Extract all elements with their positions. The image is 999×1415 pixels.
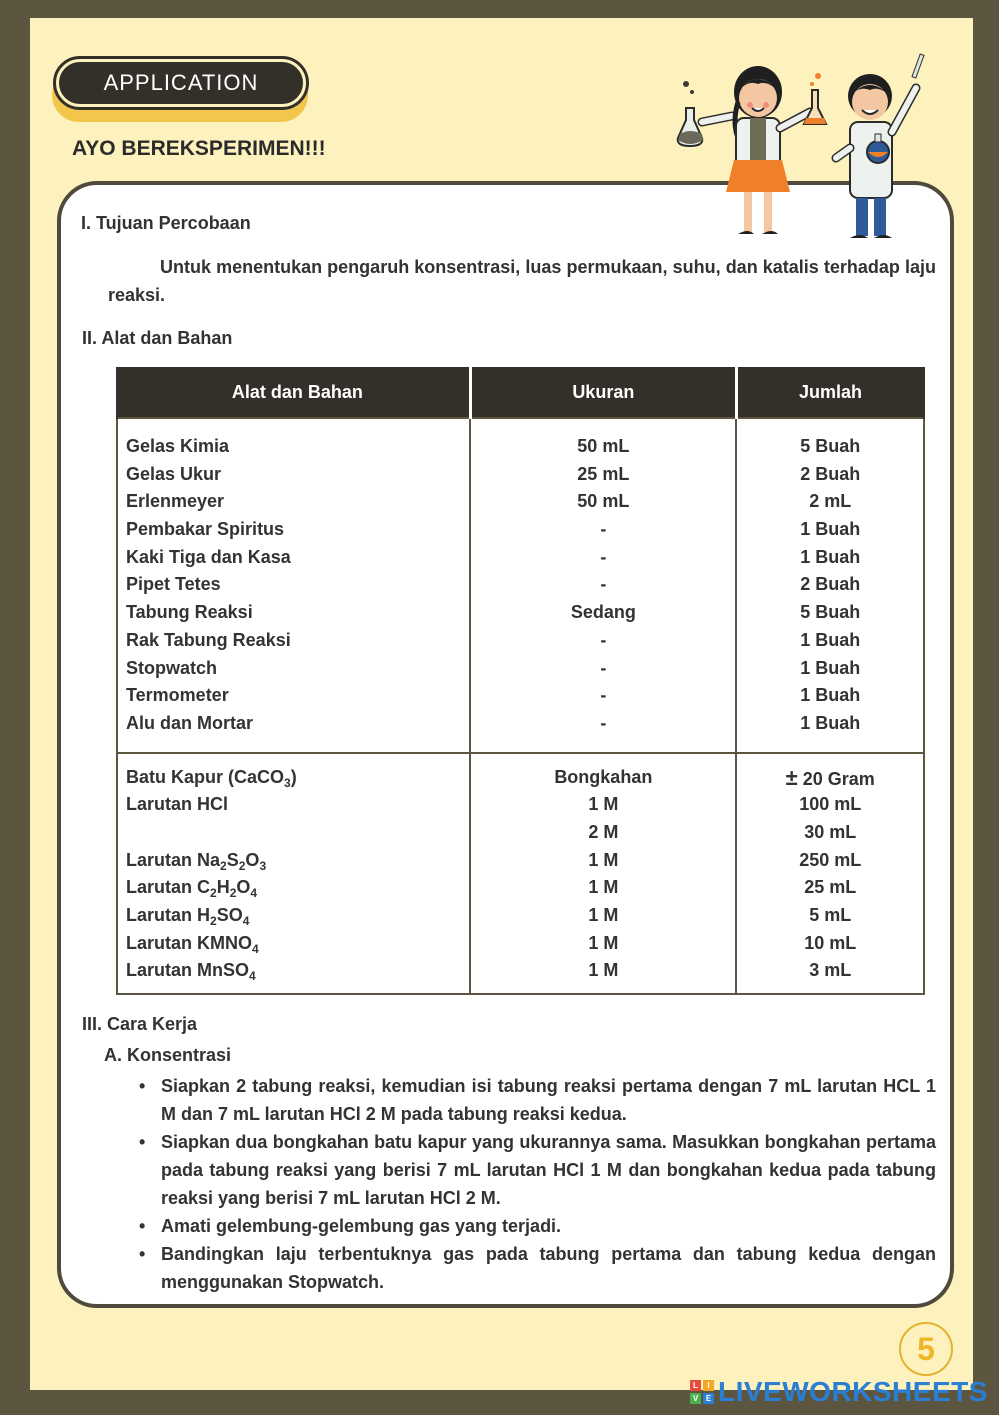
- tool-qty: 5 Buah: [800, 602, 861, 623]
- materials-names-cell: [117, 753, 470, 995]
- tool-qty: 1 Buah: [800, 657, 861, 678]
- tool-name: Pembakar Spiritus: [126, 519, 285, 540]
- girl-scientist-icon: [678, 66, 826, 234]
- tool-qty: 1 Buah: [800, 629, 861, 650]
- material-name: Larutan MnSO$_4$: [126, 960, 256, 984]
- list-item: • Amati gelembung-gelembung gas yang terjadi.: [133, 1212, 936, 1240]
- material-name: Larutan $KMNO_4$: [126, 932, 259, 956]
- material-qty: 250 mL: [799, 849, 862, 870]
- tool-size: -: [600, 546, 607, 567]
- material-size: 1 M: [588, 960, 619, 981]
- tool-qty: 1 Buah: [800, 546, 861, 567]
- material-size: Bongkahan: [554, 766, 653, 787]
- tool-size: -: [600, 657, 607, 678]
- page-subtitle: AYO BEREKSPERIMEN!!!: [72, 137, 326, 160]
- tool-name: Pipet Tetes: [126, 574, 221, 595]
- material-size: 1 M: [588, 794, 619, 815]
- tool-qty: 1 Buah: [800, 685, 861, 706]
- material-qty: 3 mL: [809, 960, 852, 981]
- materials-table: [116, 367, 925, 995]
- liveworksheets-logo[interactable]: [690, 1377, 988, 1407]
- tool-size: -: [600, 519, 607, 540]
- tool-name: Termometer: [126, 685, 229, 706]
- material-name: [126, 819, 469, 847]
- material-qty: ± 20 Gram: [785, 764, 875, 790]
- section-title-cara-kerja: III. Cara Kerja: [82, 1014, 198, 1034]
- materials-sizes-cell: [470, 753, 736, 995]
- list-item: • Bandingkan laju terbentuknya gas pada tabung pertama dan tabung kedua dengan menggunakan Stopwatch.: [133, 1240, 936, 1296]
- material-qty: 100 mL: [799, 794, 862, 815]
- tujuan-paragraph: Untuk menentukan pengaruh konsentrasi, luas permukaan, suhu, dan katalis terhadap laju reaksi.: [108, 257, 936, 305]
- material-size: 2 M: [588, 821, 619, 842]
- tool-size: -: [600, 574, 607, 595]
- tools-group-row: [117, 418, 924, 753]
- material-size: 1 M: [588, 877, 619, 898]
- tool-name: Rak Tabung Reaksi: [126, 629, 291, 650]
- tool-qty: 2 Buah: [800, 463, 861, 484]
- column-header-ukuran: Ukuran: [470, 367, 736, 418]
- page-number-badge: 5: [899, 1322, 953, 1376]
- list-item: • Siapkan dua bongkahan batu kapur yang ukurannya sama. Masukkan bongkahan pertama pada tabung reaksi yang berisi 7 mL larutan HCl 1 M dan bongkahan kedua pada tabung reaksi yang berisi 7 mL larutan HCl 2 M.: [133, 1128, 936, 1212]
- materials-group-row: [117, 753, 924, 995]
- materials-qty-cell: [736, 753, 924, 995]
- tool-size: 25 mL: [577, 463, 630, 484]
- procedure-steps: [133, 1072, 936, 1296]
- application-badge: APPLICATION: [56, 59, 306, 107]
- tool-qty: 1 Buah: [800, 519, 861, 540]
- tool-name: Alu dan Mortar: [126, 712, 254, 733]
- material-name: Larutan $C_2H_2O_4$: [126, 877, 258, 901]
- column-header-alat: Alat dan Bahan: [117, 367, 470, 418]
- tools-sizes-cell: [470, 418, 736, 753]
- tool-qty: 2 Buah: [800, 574, 861, 595]
- material-qty: 30 mL: [804, 821, 857, 842]
- brand-text: LIVEWORKSHEETS: [718, 1376, 988, 1407]
- logo-grid-icon: L I V E: [690, 1380, 714, 1404]
- material-qty: 25 mL: [804, 877, 857, 898]
- table-header-row: [117, 367, 924, 418]
- tool-size: 50 mL: [577, 436, 630, 456]
- subsection-title-konsentrasi: A. Konsentrasi: [104, 1045, 232, 1065]
- material-name: Larutan $Na_2S_2O_3$: [126, 849, 267, 873]
- list-item: • Siapkan 2 tabung reaksi, kemudian isi tabung reaksi pertama dengan 7 mL larutan HCL 1 M dan 7 mL larutan HCl 2 M pada tabung reaksi kedua.: [133, 1072, 936, 1128]
- tool-name: Gelas Ukur: [126, 463, 222, 484]
- tool-qty: 1 Buah: [800, 712, 861, 733]
- material-name: Batu Kapur (CaCO$_3$): [126, 766, 297, 790]
- tool-size: 50 mL: [577, 491, 630, 512]
- tool-size: Sedang: [570, 602, 636, 623]
- material-size: 1 M: [588, 905, 619, 925]
- material-name: Larutan HCl: [126, 794, 229, 815]
- scientist-kids-illustration: [672, 48, 944, 244]
- material-size: 1 M: [588, 849, 619, 870]
- tool-name: Tabung Reaksi: [126, 602, 253, 623]
- section-title-alat: II. Alat dan Bahan: [82, 328, 233, 348]
- tool-name: Stopwatch: [126, 657, 218, 678]
- tools-qty-cell: [736, 418, 924, 753]
- tool-name: Kaki Tiga dan Kasa: [126, 546, 291, 567]
- column-header-jumlah: Jumlah: [736, 367, 924, 418]
- tools-names-cell: [117, 418, 470, 753]
- tool-name: Gelas Kimia: [126, 436, 230, 456]
- tool-size: -: [600, 712, 607, 733]
- boy-scientist-icon: [836, 54, 924, 238]
- tool-size: -: [600, 685, 607, 706]
- tool-name: Erlenmeyer: [126, 491, 225, 512]
- material-size: 1 M: [588, 932, 619, 953]
- material-name: Larutan $H_2SO_4$: [126, 905, 250, 928]
- material-qty: 5 mL: [809, 905, 852, 925]
- tool-qty: 5 Buah: [800, 436, 861, 456]
- section-title-tujuan: I. Tujuan Percobaan: [81, 213, 251, 233]
- tool-qty: 2 mL: [809, 491, 852, 512]
- material-qty: 10 mL: [804, 932, 857, 953]
- tool-size: -: [600, 629, 607, 650]
